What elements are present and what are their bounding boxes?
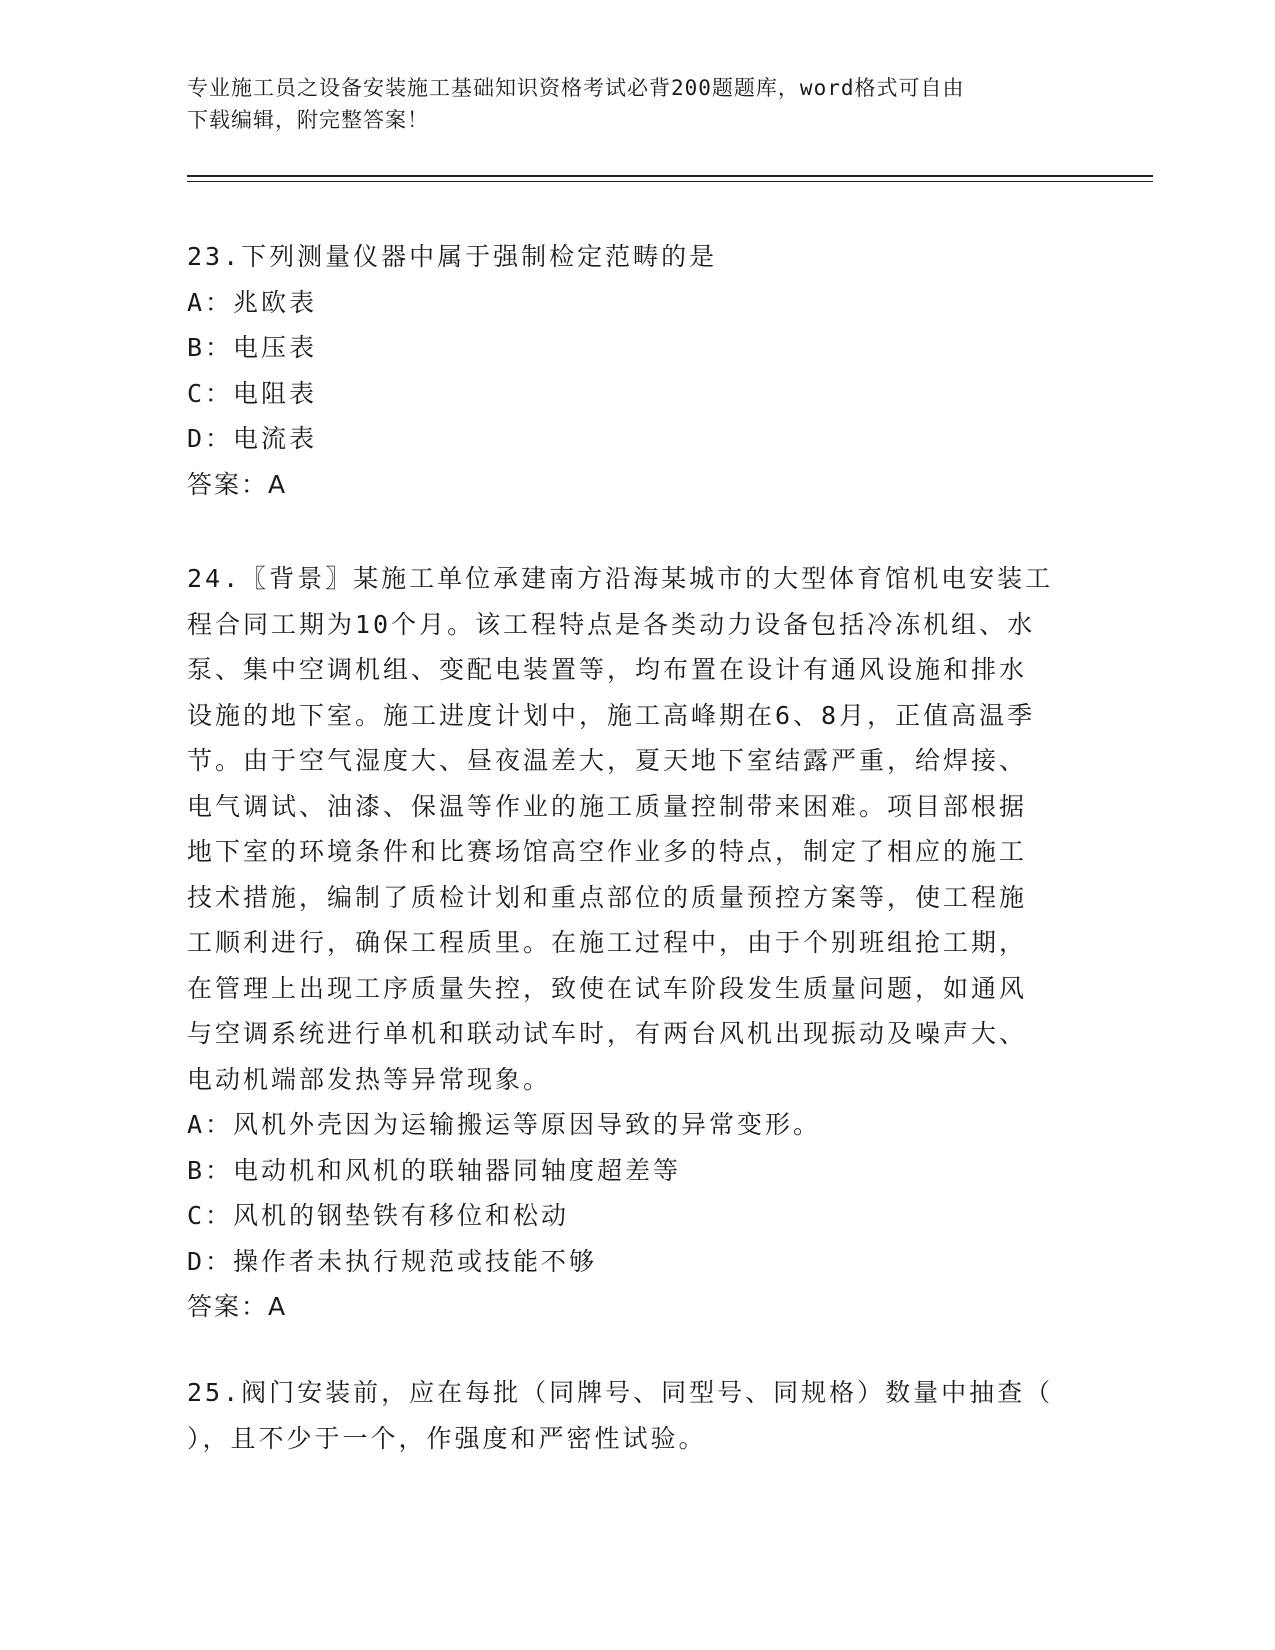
question-stem-line: 在管理上出现工序质量失控，致使在试车阶段发生质量问题，如通风 [187, 973, 1028, 1003]
question-stem-line: 泵、集中空调机组、变配电装置等，均布置在设计有通风设施和排水 [187, 655, 1028, 684]
answer: 答案：A [187, 1292, 288, 1321]
question-23 [187, 234, 1067, 507]
option-d: D：电流表 [187, 424, 318, 453]
header-title-line-1: 专业施工员之设备安装施工基础知识资格考试必背200题题库，word格式可自由 [187, 76, 965, 100]
question-stem-line: 电动机端部发热等异常现象。 [187, 1064, 552, 1094]
header-divider-thin [187, 181, 1153, 182]
question-stem-line: 设施的地下室。施工进度计划中，施工高峰期在6、8月，正值高温季 [187, 700, 1036, 730]
option-b: B：电压表 [187, 333, 318, 362]
question-stem-line: 技术措施，编制了质检计划和重点部位的质量预控方案等，使工程施 [187, 882, 1028, 912]
option-c: C：电阻表 [187, 378, 318, 408]
option-d: D：操作者未执行规范或技能不够 [187, 1246, 598, 1276]
question-25 [187, 1370, 1067, 1461]
question-stem-line: 节。由于空气湿度大、昼夜温差大，夏天地下室结露严重，给焊接、 [187, 746, 1028, 775]
question-stem-line: ），且不少于一个，作强度和严密性试验。 [187, 1423, 707, 1453]
answer: 答案：A [187, 469, 288, 499]
header-title-line-2: 下载编辑，附完整答案！ [187, 108, 429, 132]
question-stem-line: 25.阀门安装前，应在每批（同牌号、同型号、同规格）数量中抽查（ [187, 1378, 1054, 1407]
question-24 [187, 556, 1067, 1330]
question-stem-line: 程合同工期为10个月。该工程特点是各类动力设备包括冷冻机组、水 [187, 609, 1036, 639]
question-stem-line: 24.〖背景〗某施工单位承建南方沿海某城市的大型体育馆机电安装工 [187, 564, 1054, 593]
question-stem-line: 地下室的环境条件和比赛场馆高空作业多的特点，制定了相应的施工 [187, 837, 1028, 866]
option-c: C：风机的钢垫铁有移位和松动 [187, 1201, 570, 1230]
option-a: A：兆欧表 [187, 287, 318, 317]
document-header [187, 72, 1067, 136]
question-stem-line: 电气调试、油漆、保温等作业的施工质量控制带来困难。项目部根据 [187, 791, 1028, 821]
option-b: B：电动机和风机的联轴器同轴度超差等 [187, 1155, 682, 1185]
question-stem-line: 与空调系统进行单机和联动试车时，有两台风机出现振动及噪声大、 [187, 1019, 1028, 1048]
question-stem-line: 工顺利进行，确保工程质里。在施工过程中，由于个别班组抢工期， [187, 928, 1028, 957]
option-a: A：风机外壳因为运输搬运等原因导致的异常变形。 [187, 1110, 822, 1139]
header-divider-thick [187, 175, 1153, 177]
question-stem: 23.下列测量仪器中属于强制检定范畴的是 [187, 242, 718, 271]
